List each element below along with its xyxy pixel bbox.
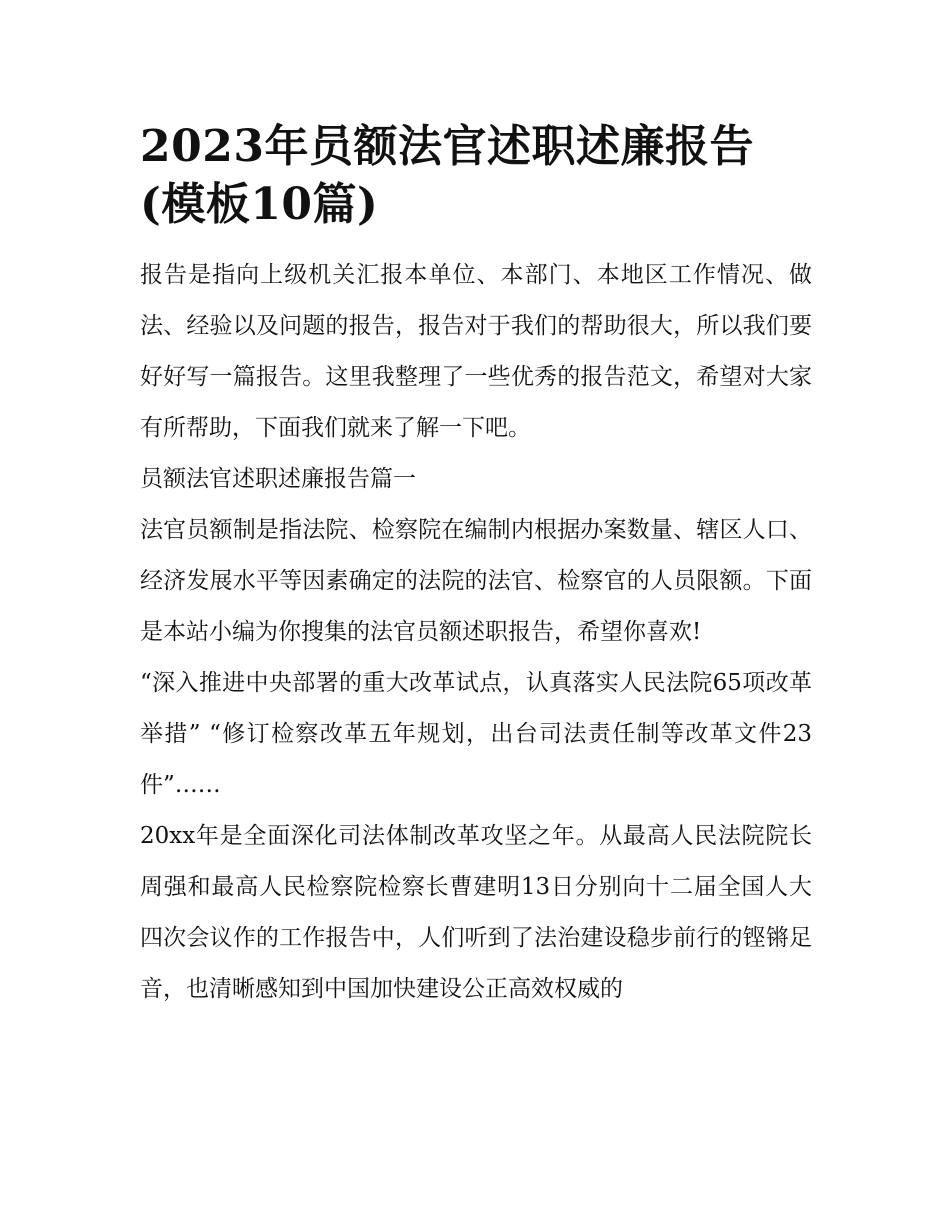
intro-paragraph: 报告是指向上级机关汇报本单位、本部门、本地区工作情况、做法、经验以及问题的报告，报告对于我们的帮助很大，所以我们要好好写一篇报告。这里我整理了一些优秀的报告范文，希望对大家有所帮助，下面我们就来了解一下吧。 bbox=[140, 262, 812, 441]
section-heading: 员额法官述职述廉报告篇一 bbox=[140, 466, 416, 492]
body-paragraph: 20xx年是全面深化司法体制改革攻坚之年。从最高人民法院院长周强和最高人民检察院检察长曹建明13日分别向十二届全国人大四次会议作的工作报告中，人们听到了法治建设稳步前行的铿锵足音，也清晰感知到中国加快建设公正高效权威的 bbox=[140, 823, 812, 1002]
document-body bbox=[140, 118, 812, 1015]
body-paragraph: 法官员额制是指法院、检察院在编制内根据办案数量、辖区人口、经济发展水平等因素确定的法院的法官、检察官的人员限额。下面是本站小编为你搜集的法官员额述职报告，希望你喜欢! bbox=[140, 517, 812, 645]
document-title: 2023年员额法官述职述廉报告(模板10篇) bbox=[140, 121, 754, 230]
quote-paragraph: “深入推进中央部署的重大改革试点，认真落实人民法院65项改革举措” “修订检察改革五年规划，出台司法责任制等改革文件23件”…… bbox=[140, 670, 812, 798]
